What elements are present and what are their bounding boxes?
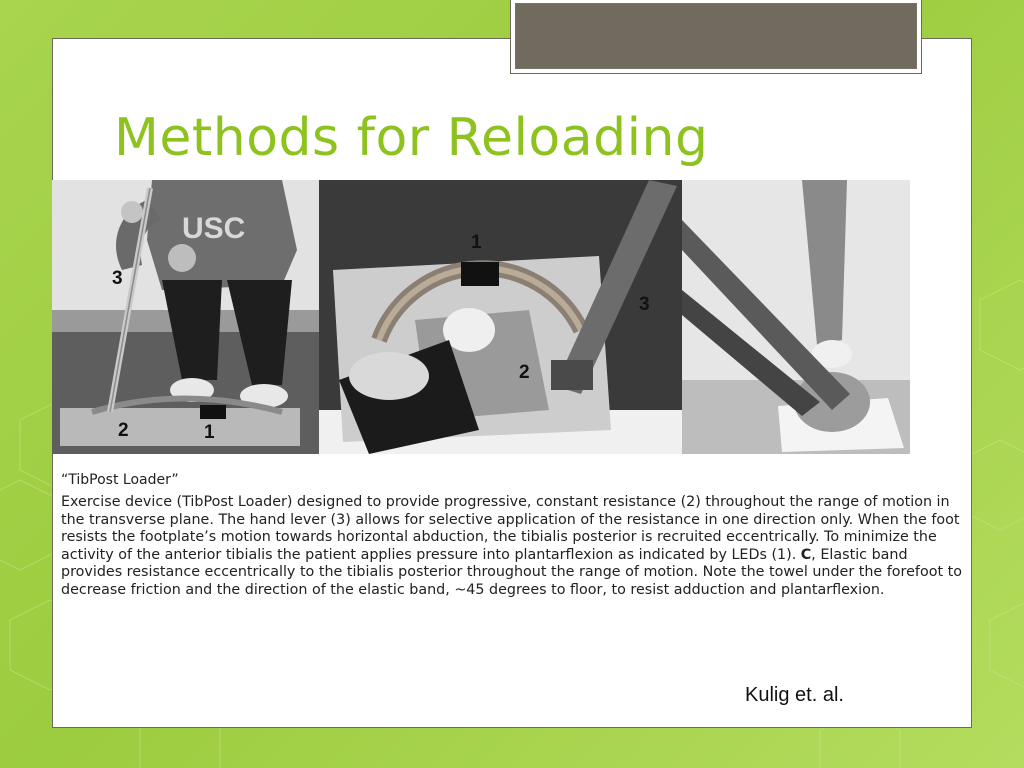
top-decorative-tab — [510, 0, 922, 74]
label-lever-3: 3 — [112, 268, 123, 289]
citation: Kulig et. al. — [745, 684, 844, 706]
caption-body — [61, 494, 971, 600]
label-led-1: 1 — [471, 232, 482, 253]
caption-panel-letter: C — [800, 546, 812, 563]
photo-tibpost-topdown — [319, 180, 682, 454]
top-tab-fill — [515, 3, 917, 69]
label-resistance-2: 2 — [519, 362, 530, 383]
slide-title: Methods for Reloading — [114, 108, 709, 168]
label-resistance-2: 2 — [118, 420, 129, 441]
photo-tibpost-seated — [52, 180, 319, 454]
photo-strip — [52, 180, 910, 454]
caption-text-part1: Exercise device (TibPost Loader) designed to provide progressive, constant resistance (2) throughout the range of motion in the transverse plane. The hand lever (3) allows for selective application of the resistance in one direction only. When the foot resists the footplate’s motion towards horizontal abduction, the tibialis posterior is recruited eccentrically. To minimize the activity of the anterior tibialis the patient applies pressure into plantarflexion as indicated by LEDs (1). — [61, 494, 960, 563]
sweatshirt-logo: USC — [182, 212, 246, 245]
photo-elastic-band — [682, 180, 910, 454]
label-led-1: 1 — [204, 422, 215, 443]
caption-heading: “TibPost Loader” — [61, 472, 179, 488]
label-lever-3: 3 — [639, 294, 650, 315]
caption-text-part2: , Elastic band provides resistance eccentrically to the tibialis posterior throughout the range of motion. Note the towel under the forefoot to decrease friction and the direction of the elastic band, ~45 degrees to floor, to resist adduction and plantarflexion. — [61, 546, 962, 598]
